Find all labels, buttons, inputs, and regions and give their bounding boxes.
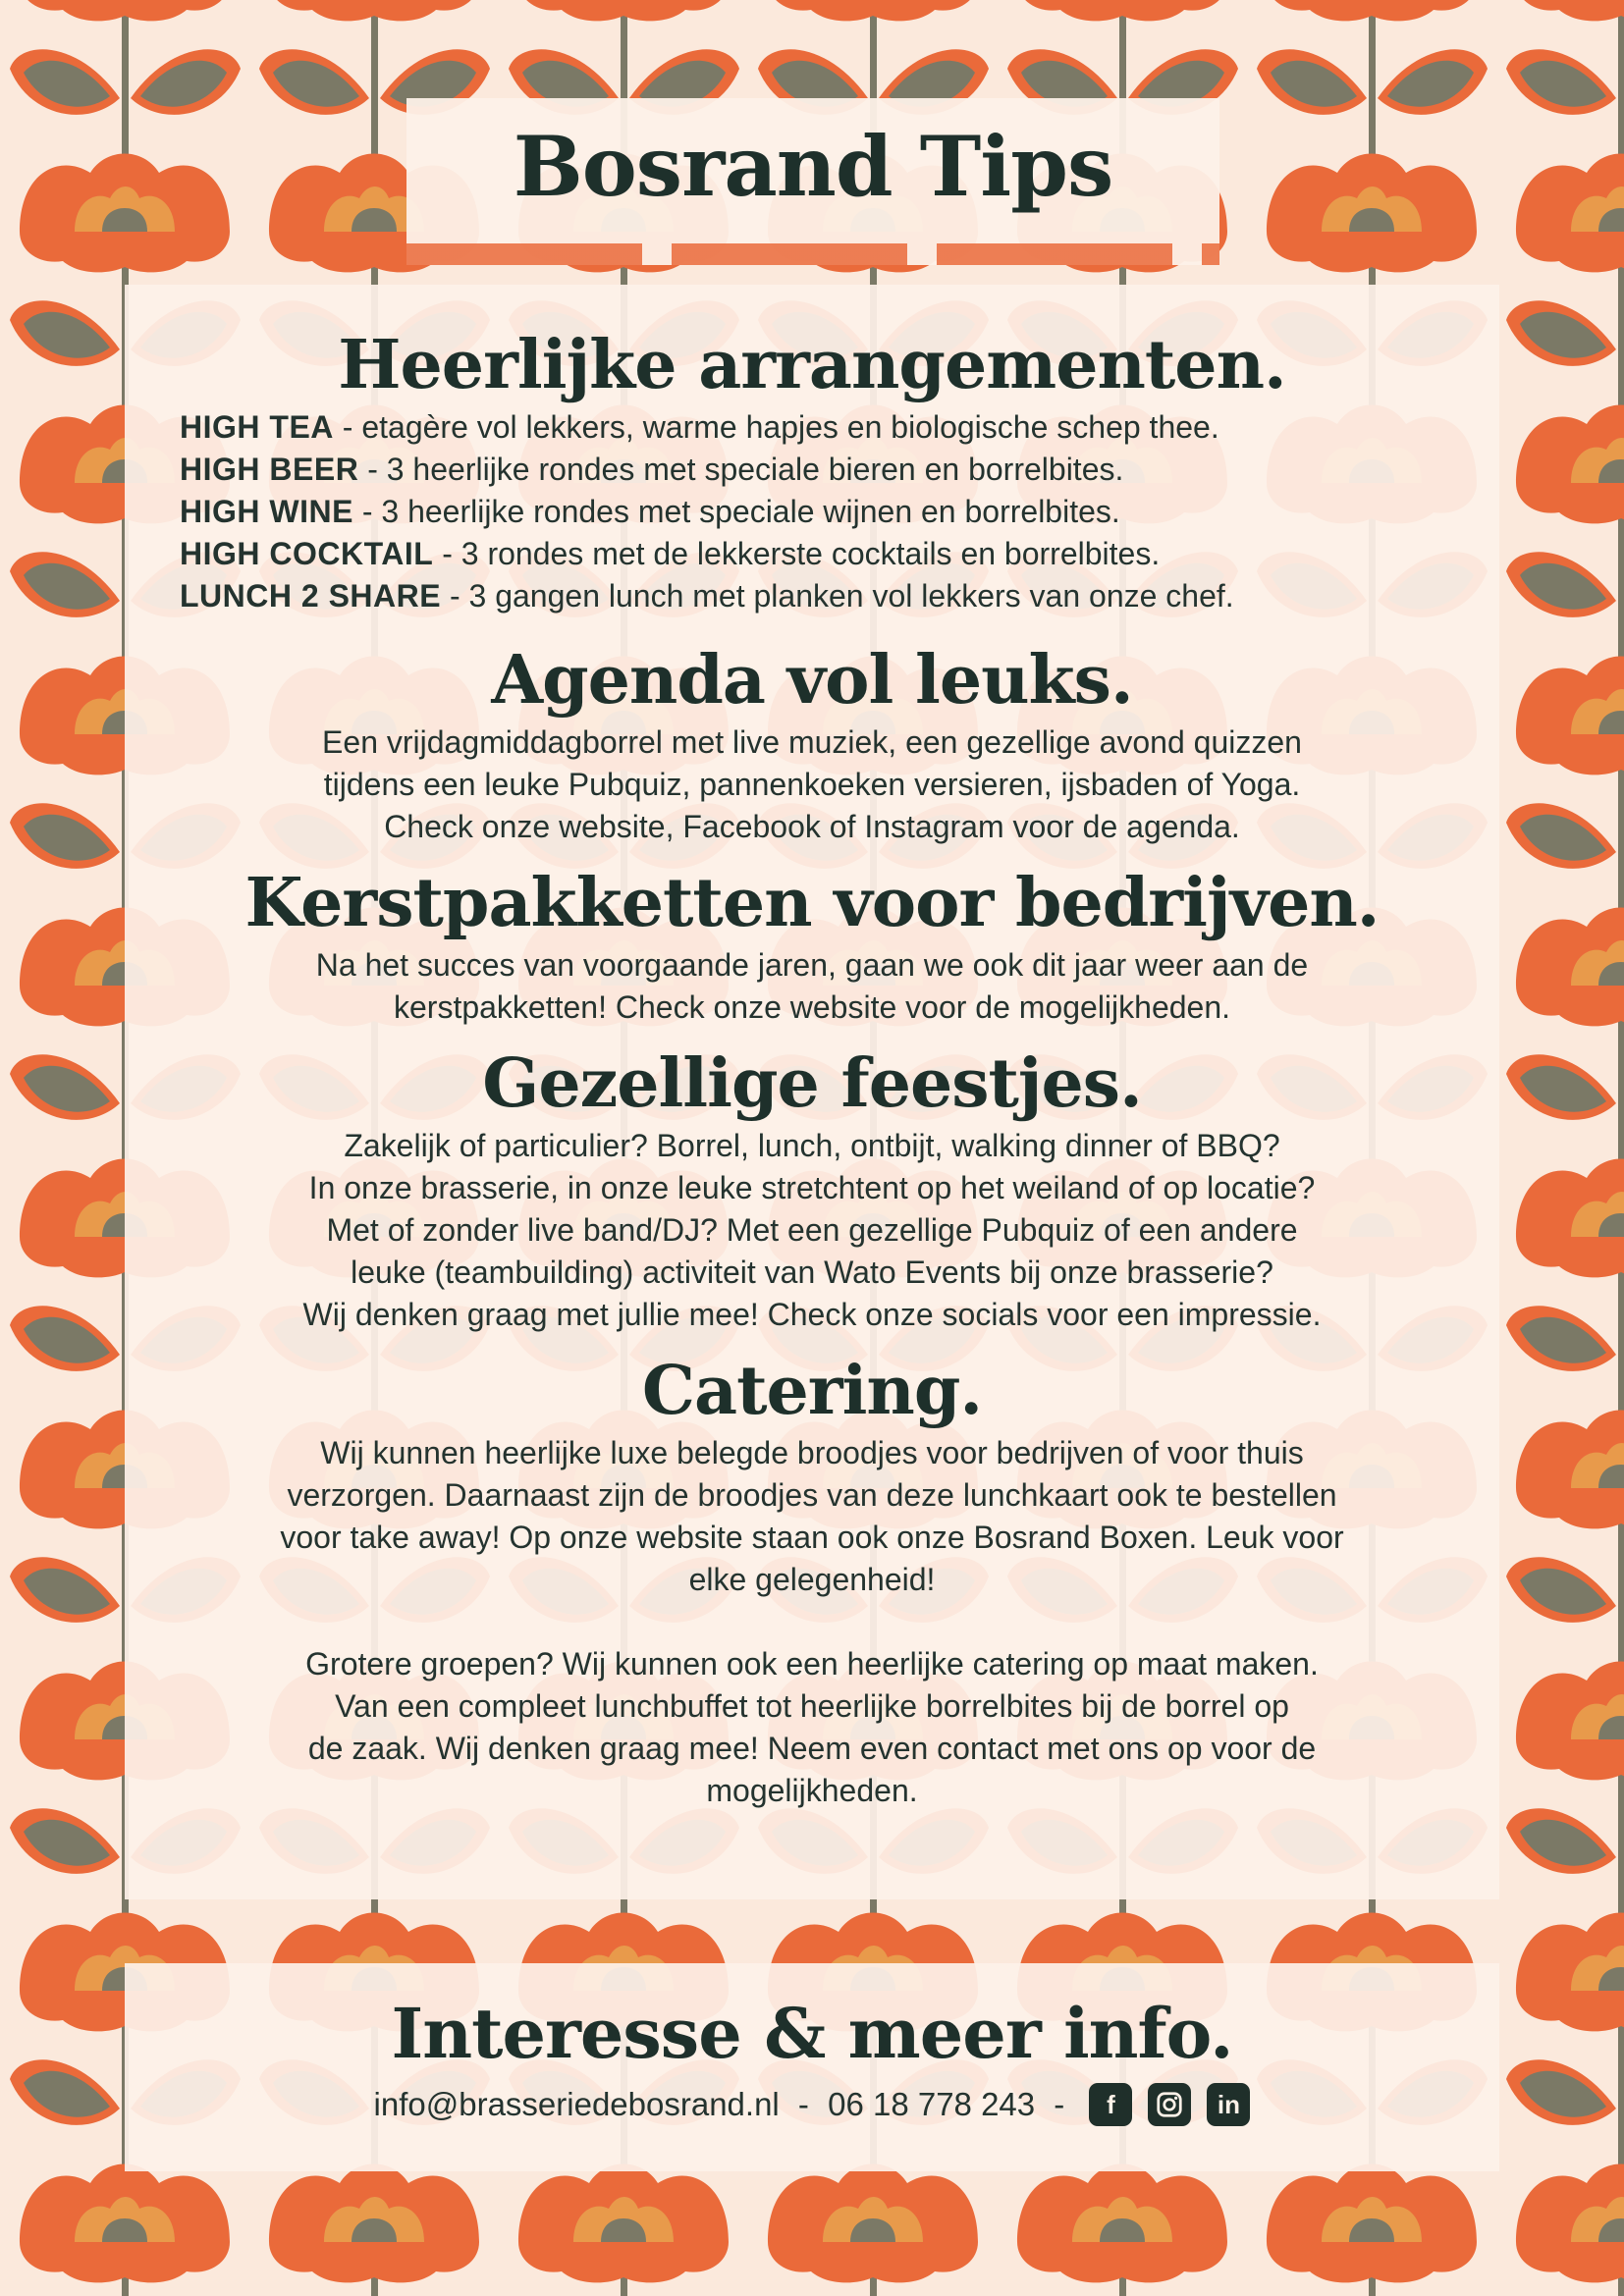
- arrangement-item: [180, 575, 1499, 617]
- arrangement-name: HIGH COCKTAIL: [180, 536, 434, 571]
- footer-card: [125, 1963, 1499, 2171]
- text-line: voor take away! Op onze website staan ook onze Bosrand Boxen. Leuk voor: [280, 1520, 1344, 1555]
- arrangement-desc: - etagère vol lekkers, warme hapjes en biologische schep thee.: [333, 409, 1219, 445]
- text-line: Wij denken graag met jullie mee! Check onze socials voor een impressie.: [302, 1297, 1322, 1332]
- arrangement-item: [180, 533, 1499, 575]
- separator: -: [788, 2086, 819, 2122]
- email-link[interactable]: info@brasseriedebosrand.nl: [373, 2086, 780, 2122]
- arrangement-name: HIGH WINE: [180, 494, 353, 529]
- text-line: In onze brasserie, in onze leuke stretchtent op het weiland of op locatie?: [308, 1170, 1316, 1205]
- linkedin-glyph: in: [1217, 2089, 1241, 2119]
- title-stripe: [406, 243, 1219, 265]
- content: [125, 324, 1499, 1812]
- arrangement-item: [180, 491, 1499, 533]
- section-heading: Catering.: [641, 1352, 983, 1430]
- phone-number[interactable]: 06 18 778 243: [828, 2086, 1036, 2122]
- section-agenda: [125, 639, 1499, 848]
- arrangement-item: [180, 449, 1499, 491]
- linkedin-icon[interactable]: [1207, 2083, 1250, 2126]
- text-line: leuke (teambuilding) activiteit van Wato Events bij onze brasserie?: [351, 1255, 1273, 1290]
- text-line: Een vrijdagmiddagborrel met live muziek, een gezellige avond quizzen: [322, 724, 1302, 760]
- text-line: Wij kunnen heerlijke luxe belegde broodjes voor bedrijven of voor thuis: [320, 1435, 1304, 1470]
- arrangement-desc: - 3 rondes met de lekkerste cocktails en borrelbites.: [433, 536, 1161, 571]
- text-line: Van een compleet lunchbuffet tot heerlijke borrelbites bij de borrel op: [335, 1688, 1289, 1724]
- text-line: Met of zonder live band/DJ? Met een gezellige Pubquiz of een andere: [326, 1212, 1298, 1248]
- text-line: tijdens een leuke Pubquiz, pannenkoeken versieren, ijsbaden of Yoga.: [323, 767, 1301, 802]
- section-arrangementen: [125, 324, 1499, 617]
- contact-row: [125, 2083, 1499, 2126]
- section-heading: Gezellige feestjes.: [482, 1044, 1142, 1123]
- arrangement-name: HIGH TEA: [180, 409, 334, 445]
- instagram-glyph: [1155, 2090, 1184, 2119]
- arrangement-list: [125, 406, 1499, 617]
- instagram-icon[interactable]: [1148, 2083, 1191, 2126]
- section-heading: Kerstpakketten voor bedrijven.: [244, 864, 1380, 942]
- agenda-text: [125, 721, 1499, 848]
- kerst-text: [125, 944, 1499, 1029]
- text-line: elke gelegenheid!: [688, 1562, 936, 1597]
- catering-groups-text: [125, 1643, 1499, 1812]
- text-line: Zakelijk of particulier? Borrel, lunch, ontbijt, walking dinner of BBQ?: [344, 1128, 1280, 1163]
- text-line: mogelijkheden.: [706, 1773, 918, 1808]
- text-line: Na het succes van voorgaande jaren, gaan we ook dit jaar weer aan de: [315, 947, 1309, 983]
- separator: -: [1045, 2086, 1074, 2122]
- section-heading: Agenda vol leuks.: [491, 641, 1133, 720]
- section-feestjes: [125, 1042, 1499, 1336]
- section-heading: Heerlijke arrangementen.: [338, 326, 1286, 404]
- facebook-glyph: f: [1107, 2089, 1115, 2119]
- arrangement-item: [180, 406, 1499, 449]
- text-line: verzorgen. Daarnaast zijn de broodjes van deze lunchkaart ook te bestellen: [287, 1477, 1337, 1513]
- page-title: Bosrand Tips: [513, 118, 1113, 215]
- text-line: Check onze website, Facebook of Instagram voor de agenda.: [384, 809, 1240, 844]
- text-line: de zaak. Wij denken graag mee! Neem even contact met ons op voor de: [307, 1731, 1317, 1766]
- arrangement-desc: - 3 heerlijke rondes met speciale bieren en borrelbites.: [358, 452, 1124, 487]
- arrangement-name: LUNCH 2 SHARE: [180, 578, 442, 614]
- catering-text: [125, 1432, 1499, 1601]
- text-line: kerstpakketten! Check onze website voor de mogelijkheden.: [393, 989, 1231, 1025]
- section-catering: [125, 1350, 1499, 1812]
- footer-heading: Interesse & meer info.: [391, 1993, 1233, 2074]
- section-kerstpakketten: [125, 862, 1499, 1029]
- text-line: Grotere groepen? Wij kunnen ook een heerlijke catering op maat maken.: [305, 1646, 1319, 1682]
- feestjes-text: [125, 1125, 1499, 1336]
- arrangement-desc: - 3 heerlijke rondes met speciale wijnen en borrelbites.: [352, 494, 1120, 529]
- facebook-icon[interactable]: [1089, 2083, 1132, 2126]
- arrangement-desc: - 3 gangen lunch met planken vol lekkers van onze chef.: [441, 578, 1234, 614]
- arrangement-name: HIGH BEER: [180, 452, 359, 487]
- title-card: [406, 98, 1219, 265]
